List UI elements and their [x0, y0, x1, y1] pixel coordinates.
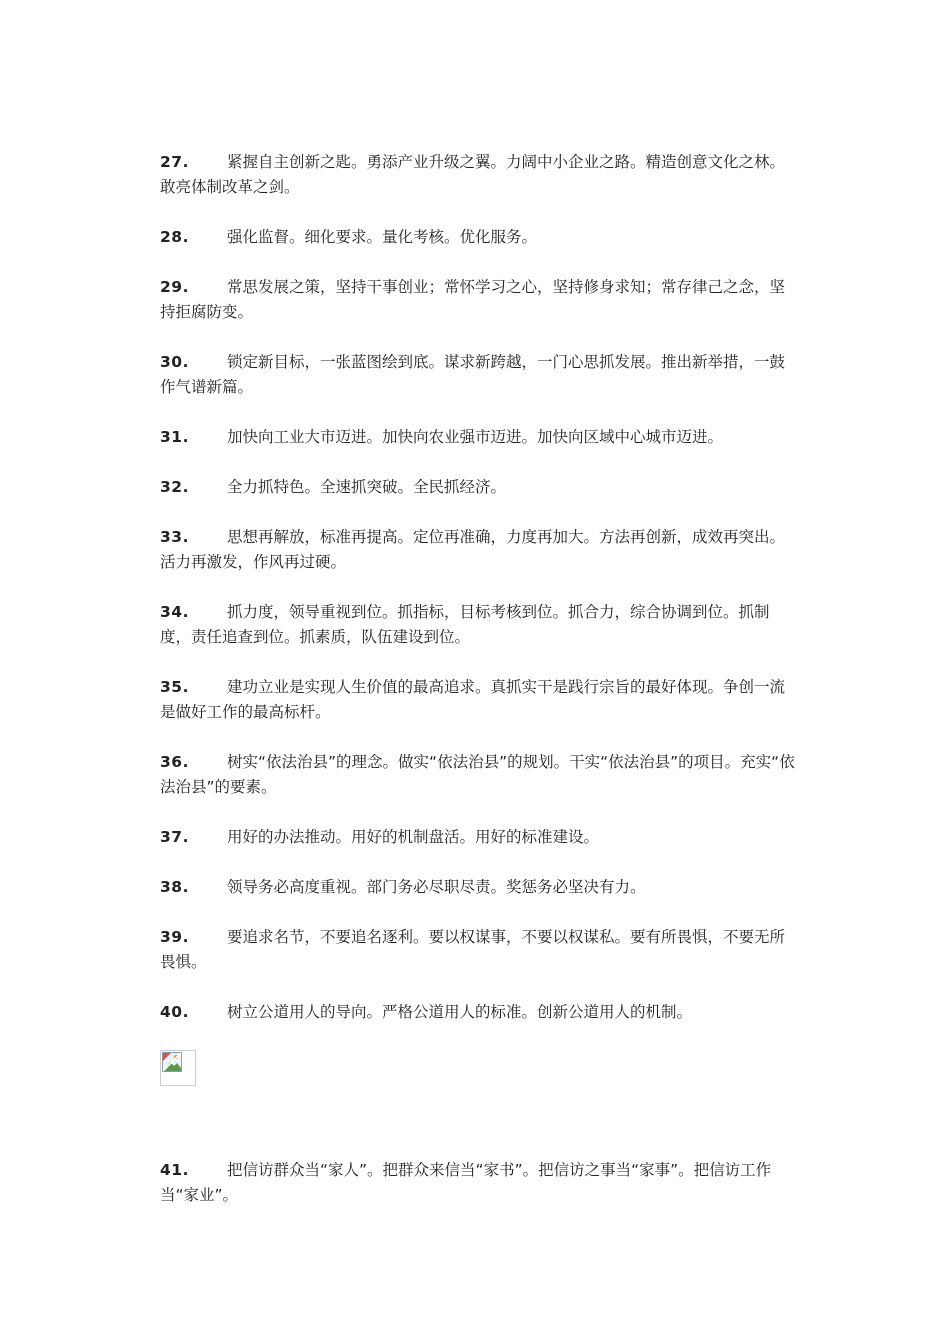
- item-text: 锁定新目标，一张蓝图绘到底。谋求新跨越，一门心思抓发展。推出新举措，一鼓作气谱新篇。: [160, 353, 786, 396]
- list-item: [160, 875, 800, 900]
- item-text: 建功立业是实现人生价值的最高追求。真抓实干是践行宗旨的最好体现。争创一流是做好工作的最高标杆。: [160, 678, 786, 721]
- list-item: [160, 525, 800, 575]
- document-body: [160, 150, 800, 1233]
- list-item: [160, 1000, 800, 1025]
- item-text: 树实“依法治县”的理念。做实“依法治县”的规划。干实“依法治县”的项目。充实“依法治县”的要素。: [160, 753, 795, 796]
- list-item: [160, 225, 800, 250]
- item-number: 30.: [160, 353, 189, 371]
- item-number: 36.: [160, 753, 189, 771]
- list-item: [160, 150, 800, 200]
- list-item: [160, 750, 800, 800]
- list-item: [160, 425, 800, 450]
- item-number: 33.: [160, 528, 189, 546]
- item-text: 把信访群众当“家人”。把群众来信当“家书”。把信访之事当“家事”。把信访工作当“家业”。: [160, 1161, 772, 1204]
- list-item: [160, 925, 800, 975]
- item-number: 31.: [160, 428, 189, 446]
- list-item: [160, 350, 800, 400]
- item-number: 40.: [160, 1003, 189, 1021]
- item-number: 27.: [160, 153, 189, 171]
- item-text: 用好的办法推动。用好的机制盘活。用好的标准建设。: [227, 828, 600, 846]
- item-text: 加快向工业大市迈进。加快向农业强市迈进。加快向区域中心城市迈进。: [227, 428, 724, 446]
- item-number: 41.: [160, 1161, 189, 1179]
- list-item: [160, 475, 800, 500]
- item-text: 要追求名节，不要追名逐利。要以权谋事，不要以权谋私。要有所畏惧，不要无所畏惧。: [160, 928, 786, 971]
- item-text: 领导务必高度重视。部门务必尽职尽责。奖惩务必坚决有力。: [227, 878, 646, 896]
- list-item: [160, 600, 800, 650]
- item-text: 全力抓特色。全速抓突破。全民抓经济。: [227, 478, 507, 496]
- item-text: 强化监督。细化要求。量化考核。优化服务。: [227, 228, 538, 246]
- item-number: 28.: [160, 228, 189, 246]
- item-number: 39.: [160, 928, 189, 946]
- item-text: 紧握自主创新之匙。勇添产业升级之翼。力阔中小企业之路。精造创意文化之林。敢亮体制改革之剑。: [160, 153, 786, 196]
- item-number: 38.: [160, 878, 189, 896]
- item-number: 35.: [160, 678, 189, 696]
- list-item: [160, 1158, 800, 1208]
- item-text: 树立公道用人的导向。严格公道用人的标准。创新公道用人的机制。: [227, 1003, 693, 1021]
- item-number: 32.: [160, 478, 189, 496]
- list-item: [160, 275, 800, 325]
- list-item: [160, 825, 800, 850]
- item-number: 34.: [160, 603, 189, 621]
- item-number: 29.: [160, 278, 189, 296]
- item-number: 37.: [160, 828, 189, 846]
- item-text: 常思发展之策，坚持干事创业；常怀学习之心，坚持修身求知；常存律己之念，坚持拒腐防变。: [160, 278, 786, 321]
- item-text: 思想再解放，标准再提高。定位再准确，力度再加大。方法再创新，成效再突出。活力再激发，作风再过硬。: [160, 528, 786, 571]
- broken-image-icon: [162, 1052, 182, 1072]
- list-item: [160, 675, 800, 725]
- item-text: 抓力度，领导重视到位。抓指标，目标考核到位。抓合力，综合协调到位。抓制度，责任追查到位。抓素质，队伍建设到位。: [160, 603, 770, 646]
- broken-image-placeholder: [160, 1050, 196, 1086]
